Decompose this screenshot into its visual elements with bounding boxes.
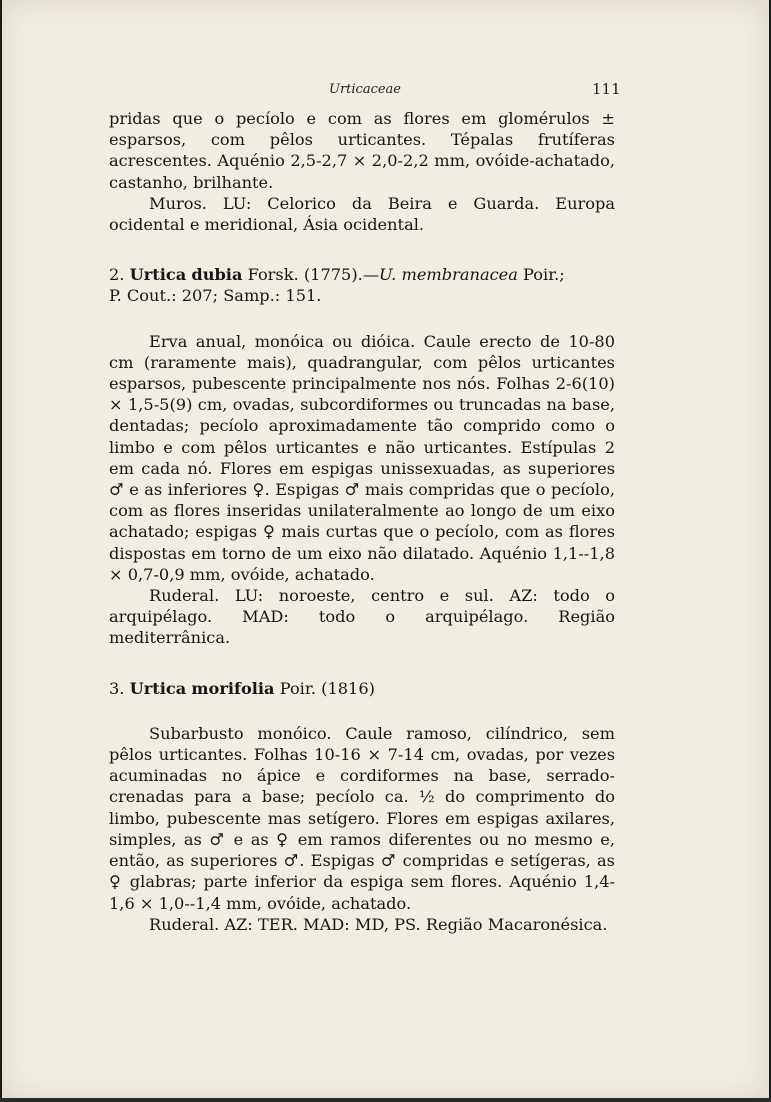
entry-2-author: Forsk. (247, 265, 299, 285)
entry-3-genus: Urtica (129, 678, 187, 698)
entry-2-dash: — (362, 265, 380, 285)
entry-3-number: 3. (109, 678, 125, 698)
entry-2-description: Erva anual, monóica ou dióica. Caule erecto de 10-80 cm (raramente mais), quadrangular, com pêlos urticantes esparsos, pubescente principalmente nos nós. Folhas 2-6(10) × 1,5-5(9) cm, ovadas, subcordiformes ou truncadas na base, dentadas; pecíolo aproximadamente tão comprido como o limbo e com pêlos urticantes e não urticantes. Estípulas 2 em cada nó. Flores em espigas unissexuadas, as superiores ♂ e as inferiores ♀. Espigas ♂ mais compridas que o pecíolo, com as flores inseridas unilateralmente ao longo de um eixo achatado; espigas ♀ mais curtas que o pecíolo, com as flores dispostas em torno de um eixo não dilatado. Aquénio 1,1--1,8 × 0,7-0,9 mm, ovóide, achatado. (109, 331, 615, 584)
scan-edge (0, 1098, 771, 1102)
main-text (109, 108, 615, 935)
entry-2-year: (1775). (303, 265, 363, 285)
entry-3-description: Subarbusto monóico. Caule ramoso, cilíndrico, sem pêlos urticantes. Folhas 10-16 × 7-14 cm, ovadas, por vezes acuminadas no ápice e cordiformes na base, serrado-crenadas para a base; pecíolo ca. ½ do comprimento do limbo, pubescente mas setígero. Flores em espigas axilares, simples, as ♂ e as ♀ em ramos diferentes ou no mesmo e, então, as superiores ♂. Espigas ♂ compridas e setígeras, as ♀ glabras; parte inferior da espiga sem flores. Aquénio 1,4-1,6 × 1,0--1,4 mm, ovóide, achatado. (109, 723, 615, 913)
entry-3-heading (109, 678, 615, 699)
entry-2-distribution: Ruderal. LU: noroeste, centro e sul. AZ: todo o arquipélago. MAD: todo o arquipélago. Região mediterrânica. (109, 586, 615, 648)
page-header (2, 78, 769, 102)
book-page (2, 0, 769, 1100)
entry-2-genus: Urtica (129, 265, 187, 285)
running-title: Urticaceae (329, 82, 402, 97)
entry-2-number: 2. (109, 265, 125, 285)
page-number: 111 (592, 80, 621, 98)
entry-2-epithet: dubia (191, 265, 243, 285)
entry-1-distribution: Muros. LU: Celorico da Beira e Guarda. Europa ocidental e meridional, Ásia ocidental. (109, 193, 615, 235)
entry-3-year: (1816) (321, 678, 375, 698)
entry-1-description: pridas que o pecíolo e com as flores em glomérulos ± esparsos, com pêlos urticantes. Tépalas frutíferas acrescentes. Aquénio 2,5-2,7 × 2,0-2,2 mm, ovóide-achatado, castanho, brilhante. (109, 109, 615, 192)
entry-3-epithet: morifolia (191, 678, 275, 698)
entry-3-author: Poir. (279, 678, 316, 698)
entry-2-references: P. Cout.: 207; Samp.: 151. (109, 286, 322, 306)
entry-3-distribution: Ruderal. AZ: TER. MAD: MD, PS. Região Macaronésica. (149, 914, 608, 934)
entry-2-heading (109, 264, 615, 285)
entry-2-synonym-epithet: membranacea (401, 265, 518, 285)
entry-2-synonym-author: Poir.; (523, 265, 565, 285)
entry-2-synonym-abbr: U. (379, 265, 397, 285)
